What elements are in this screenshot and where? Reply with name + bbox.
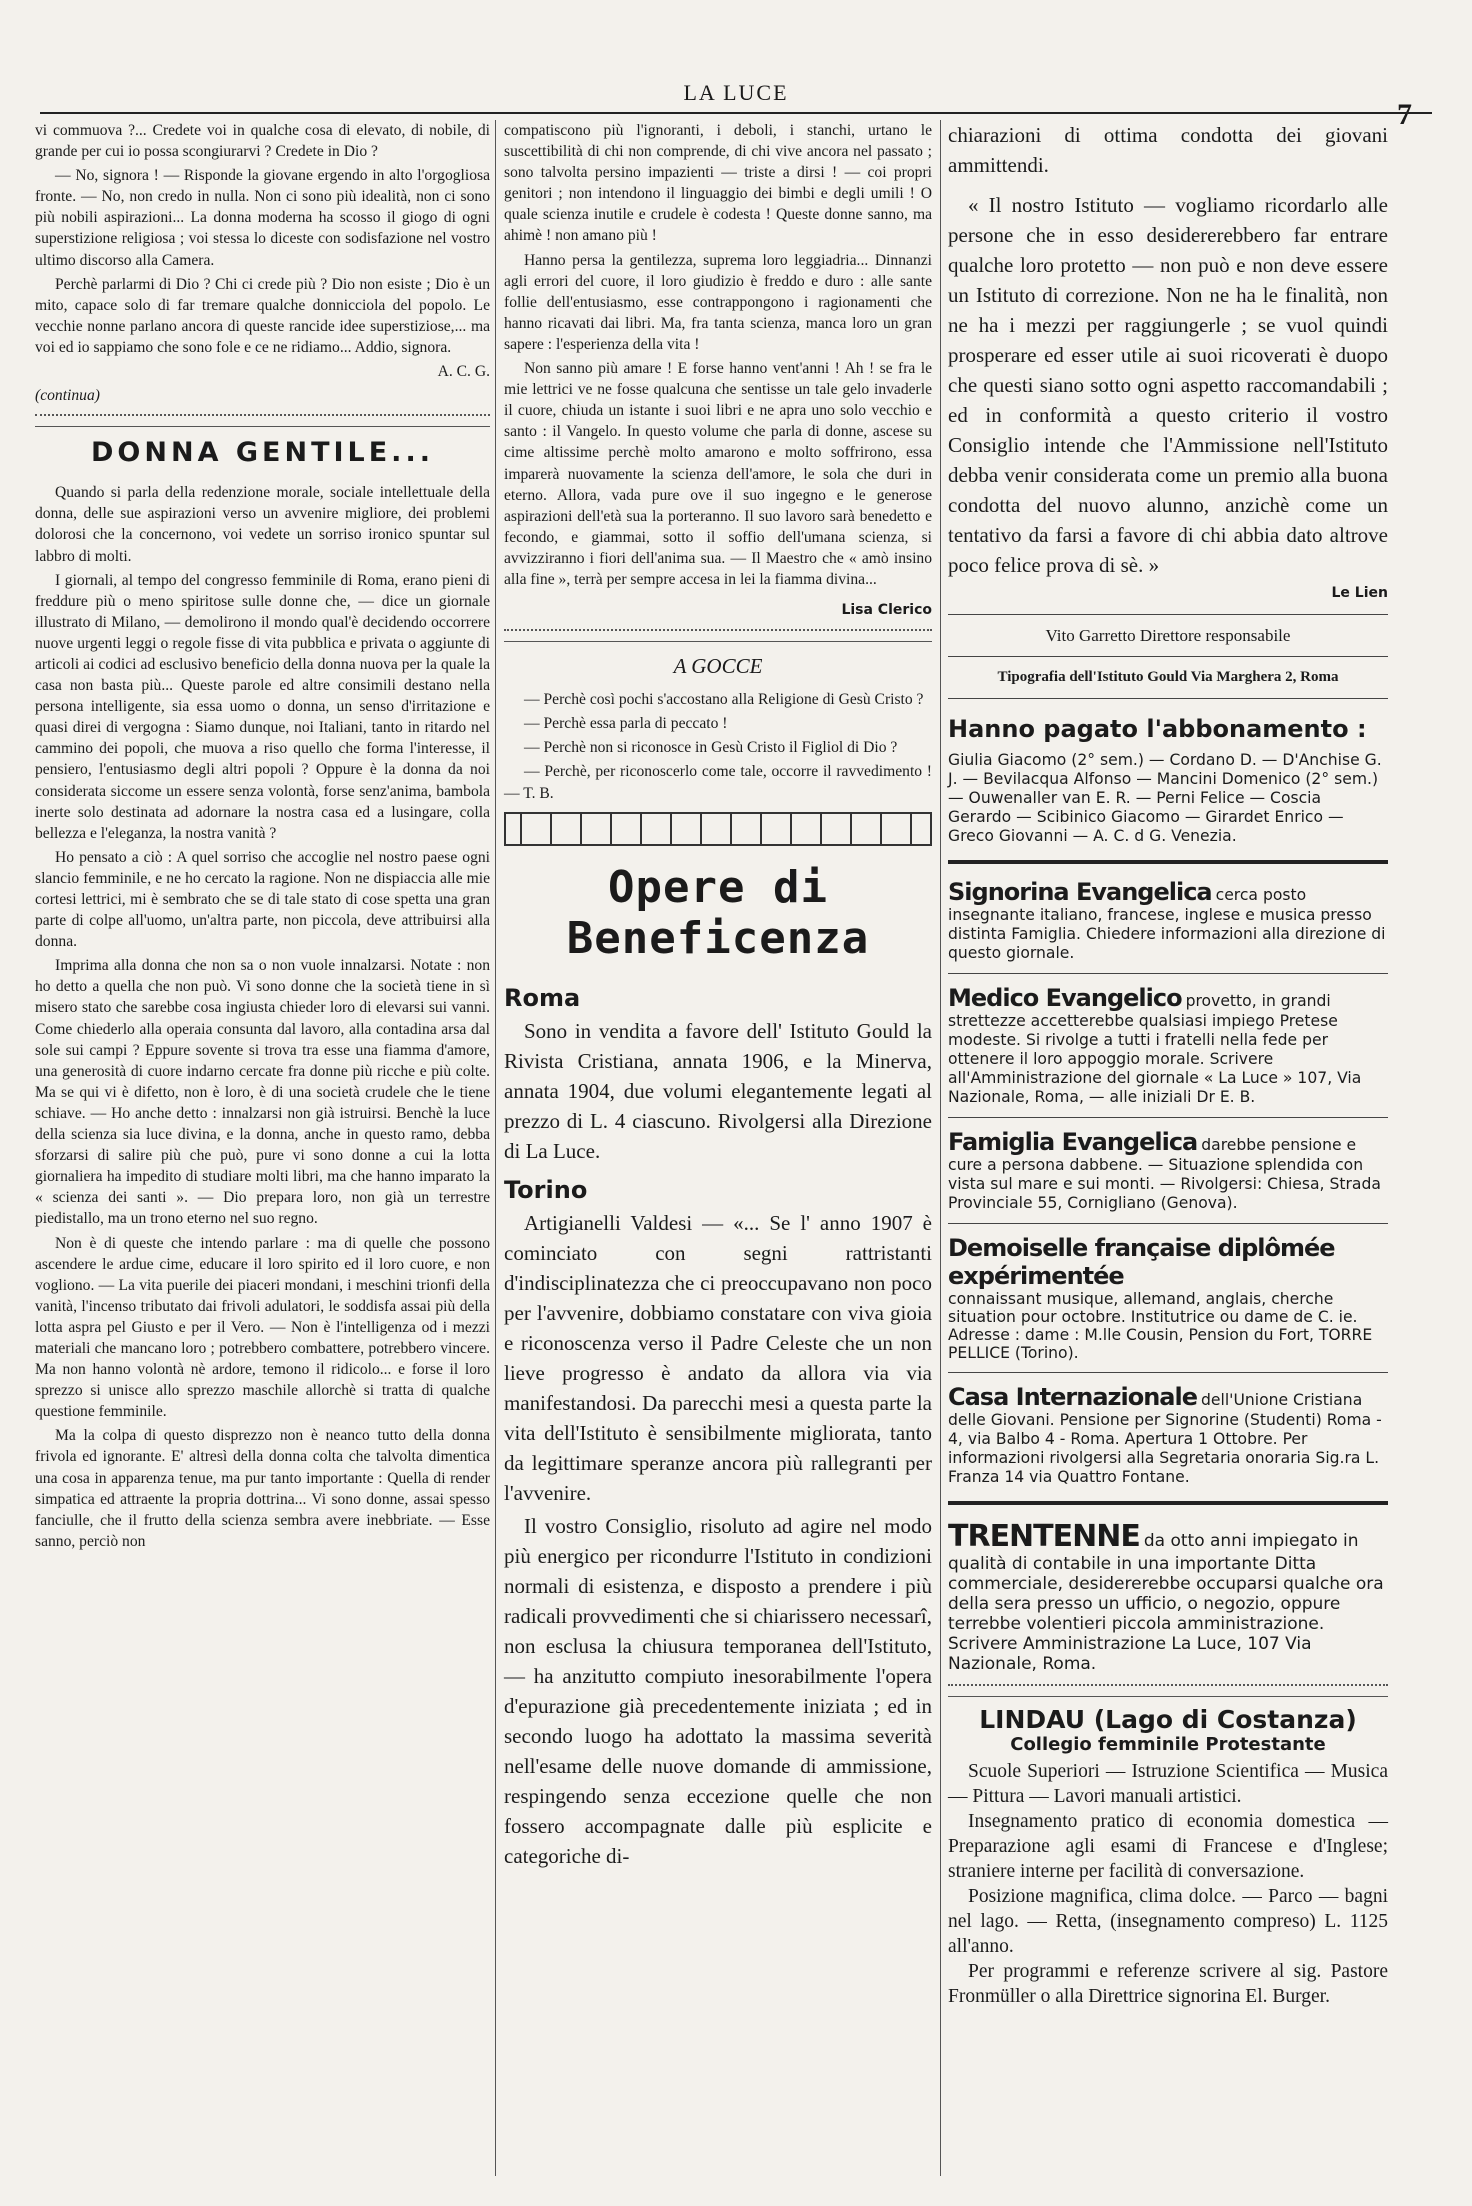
article-paragraph: Non sanno più amare ! E forse hanno vent'anni ! Ah ! se fra le mie lettrici ve ne fosse qualcuna che sentisse un tale gelo invaderle il cuore, chiuda un istante i suoi libri e ne apra uno solo vecchio e santo : il Vangelo. In questo volume che parla di donne, ascese su cime altissime perchè molto amarono e molto soffrirono, essa imparerà nuovamente la scienza dell'amore, le sola che duri in eterno. Allora, vada pure ove il suo ingegno e le generose aspirazioni dell'età sua la porteranno. Il suo lavoro sarà benedetto e fecondo, e giammai, sotto il soffio dell'umana scienza, si avvizziranno i fiori dell'anima sua. — Il Maestro che « amò insino alla fine », terrà per sempre accesa in lei la fiamma divina... — [504, 360, 932, 588]
lindau-paragraph: Posizione magnifica, clima dolce. — Parco — bagni nel lago. — Retta, (insegnamento compreso) L. 1125 all'anno. — [948, 1886, 1388, 1958]
column-2 — [504, 120, 932, 1874]
ad-heading: Demoiselle française diplômée expérimentée — [948, 1234, 1335, 1291]
article-paragraph: « Il nostro Istituto — vogliamo ricordarlo alle persone che in esso desidererebbero far entrare qualche loro protetto — non può e non deve essere un Istituto di correzione. Non ne ha le finalità, non ne ha i mezzi per raggiungerle ; se vuol quindi prosperare ed esser utile ai suoi ricoverati è duopo che questi siano sotto ogni aspetto raccomandabili ; ed in conformità a questo criterio il vostro Consiglio intende che l'Ammissione nell'Istituto debba venir considerata come un premio alla buona condotta del nuovo alunno, anzichè come un tentativo da farsi a favore di chi abbia dato altrove poco felice prova di sè. » — [948, 193, 1388, 577]
divider — [948, 1117, 1388, 1118]
ornamental-border — [504, 812, 932, 846]
paid-subscriptions-title: Hanno pagato l'abbonamento : — [948, 715, 1367, 744]
story-paragraph: Perchè parlarmi di Dio ? Chi ci crede più ? Dio non esiste ; Dio è un mito, capace solo di far tremare qualche donnicciola del popolo. Le vecchie nonne parlano ancora di queste rancide idee superstiziose,... ma voi ed io sappiamo che sono fole e ce ne ridiamo... Addio, signora. — [35, 275, 490, 356]
article-signature: Lisa Clerico — [841, 602, 932, 619]
article-paragraph: Non è di queste che intendo parlare : ma di quelle che possono ascendere le ardue cime, educare il loro spirito ed il loro cuore, e non vogliono. — La vita puerile dei piaceri mondani, i meschini trionfi della vanità, l'incenso tributato dai frivoli adulatori, le soddisfa assai più della lotta aspra pel Giusto e per il Vero. — Non è l'intelligenza od i mezzi materiali che mancano loro ; potrebbero combattere, potrebbero vincere. Ma non hanno volontà nè ardore, temono il ridicolo... e forse il loro sprezzo si unisce allo sprezzo maschile allorchè si tratta di qualche questione femminile. — [35, 1234, 490, 1421]
divider — [948, 973, 1388, 974]
ad-signorina-evangelica — [948, 878, 1388, 963]
article-paragraph: I giornali, al tempo del congresso femminile di Roma, erano pieni di freddure più o meno spiritose sulle donne che, — dice un giornale illustrato di Milano, — demolirono il mondo qual'è decidendo occorrere nuove urgenti leggi o regole fisse di vita pubblica e privata o aggiunte di articoli ai codici ad esclusivo beneficio della donna nuova per la quale la casa non basta più... Queste parole ed altre consimili destano nella persona intelligente, sia essa uomo o donna, un senso d'irritazione e quasi direi di vergogna : Siamo dunque, noi Italiani, tanto in ritardo nel cammino dei popoli, che muova a riso quello che forma l'interesse, il pensiero, l'entusiasmo degli altri popoli ? Oppure è la donna da noi considerata siccome un essere senza volontà, forse senz'anima, bambola inerte solo destinata ad adornare la nostra casa ed a lusingare, colla bellezza e l'eleganza, la nostra vanità ? — [35, 571, 490, 842]
column-divider — [940, 120, 941, 2176]
ad-famiglia-evangelica — [948, 1128, 1388, 1213]
article-paragraph: Quando si parla della redenzione morale, sociale intellettuale della donna, delle sue aspirazioni verso un avvenire migliore, dei problemi dolorosi che la concernono, voi vedete un sorriso ironico spuntar sul labbro di molti. — [35, 484, 490, 565]
ad-trentenne — [948, 1519, 1388, 1674]
ad-casa-internazionale — [948, 1383, 1388, 1487]
article-paragraph: Ma la colpa di questo disprezzo non è neanco tutto della donna frivola ed ignorante. E' altresì della donna colta che talvolta dimentica una cosa in apparenza tenue, ma pur tanto importante : Quella di render simpatica ed attraente la propria dottrina... Vi sono donne, assai spesso fanciulle, che il frutto della scienza sembra avere inebbriate. — Esse sanno, perciò non — [35, 1427, 490, 1550]
divider — [948, 860, 1388, 864]
ad-demoiselle — [948, 1234, 1388, 1362]
divider — [948, 1372, 1388, 1373]
ad-heading: Casa Internazionale — [948, 1383, 1197, 1412]
article-paragraph: Imprima alla donna che non sa o non vuole innalzarsi. Notate : non ho detto a quella che non può. Vi sono donne che la società tiene in sì misero stato che sarebbe cosa ingiusta chieder loro di elevarsi sui vanni. Come chiederlo alla operaia consunta dal lavoro, alla contadina arsa dal sole sui campi ? Eppure sovente si trova tra esse una fiamma d'amore, una generosità di cuore indarno cercate fra donne più ricche e più colte. Ma se qui vi è difetto, non è loro, è di una società crudele che le tiene schiave. — Ho anche detto : innalzarsi non già istruirsi. Benchè la luce della scienza sia luce divina, e la donna, anche in questo ramo, debba sforzarsi di salire più che può, pure vi sono donne a cui la lotta giornaliera ha impedito di studiare molti libri, ma che hanno imparato la « scienza dei santi ». — Dio prepara loro, non già un terrestre piedistallo, ma un trono eterno nel suo regno. — [35, 957, 490, 1228]
section-title-gocce: A GOCCE — [673, 654, 763, 679]
divider — [948, 614, 1388, 615]
ad-heading: Signorina Evangelica — [948, 878, 1212, 907]
subheading-torino: Torino — [504, 1175, 588, 1204]
article-paragraph: Hanno persa la gentilezza, suprema loro leggiadria... Dinnanzi agli errori del cuore, il loro giudizio è freddo e duro : alle sante follie dell'entusiasmo, esse contrappongono i ragionamenti che hanno ricavati dai libri. Ma, fra tanta scienza, manca loro un gran sapere : l'esperienza della vita ! — [504, 251, 932, 353]
torino-paragraph: Artigianelli Valdesi — «... Se l' anno 1907 è cominciato con segni rattristanti d'indisciplinatezza che ci preoccupavano non poco per l'avvenire, dobbiamo constatare con viva gioia e riconoscenza verso il Padre Celeste che un non lieve progresso è andato da allora via via manifestandosi. Da parecchi mesi a questa parte la vita dell'Istituto è sensibilmente migliorata, tanto da legittimare speranze ancora più rallegranti per l'avvenire. — [504, 1210, 932, 1505]
divider — [948, 698, 1388, 699]
section-divider — [35, 414, 490, 427]
header-rule — [40, 112, 1432, 114]
ad-text: connaissant musique, allemand, anglais, cherche situation pour octobre. Institutrice ou dame de C. ie. Adresse : dame : M.lle Cousin, Pension du Fort, TORRE PELLICE (Torino). — [948, 1290, 1373, 1363]
ad-text: dell'Unione Cristiana delle Giovani. Pensione per Signorine (Studenti) Roma - 4, via Balbo 4 - Roma. Apertura 1 Ottobre. Per informazioni rivolgersi alla Segretaria onoraria Sig.ra L. Franza 14 via Quattro Fontane. — [948, 1391, 1382, 1487]
lindau-paragraph: Per programmi e referenze scrivere al sig. Pastore Fronmüller o alla Direttrice signorina El. Burger. — [948, 1961, 1388, 2008]
section-title-opere: Opere di Beneficenza — [566, 861, 870, 964]
lindau-paragraph: Scuole Superiori — Istruzione Scientifica — Musica — Pittura — Lavori manuali artistici. — [948, 1761, 1388, 1808]
ad-text: darebbe pensione e cure a persona dabbene. — Situazione splendida con vista sul mare e sui monti. — Rivolgersi: Chiesa, Strada Provinciale 55, Cornigliano (Genova). — [948, 1136, 1381, 1213]
lindau-heading: LINDAU (Lago di Costanza) — [979, 1705, 1357, 1735]
column-divider — [495, 120, 496, 2176]
divider — [948, 656, 1388, 657]
ad-heading: TRENTENNE — [948, 1519, 1140, 1555]
article-title-donna-gentile: DONNA GENTILE... — [91, 437, 434, 469]
paid-subscriptions-list: Giulia Giacomo (2° sem.) — Cordano D. — D'Anchise G. J. — Bevilacqua Alfonso — Mancini Domenico (2° sem.) — Ouwenaller van E. R. — Perni Felice — Coscia Gerardo — Scibinico Giacomo — Girardet Enrico — Greco Giovanni — A. C. d G. Venezia. — [948, 751, 1382, 846]
section-divider — [504, 629, 932, 642]
ad-text: provetto, in grandi strettezze accetterebbe qualsiasi impiego Pretese modeste. Si rivolge a tutti i fratelli nella fede per ottenere il loro appoggio morale. Scrivere all'Amministrazione del giornale « La Luce » 107, Via Nazionale, Roma, — alle iniziali Dr E. B. — [948, 992, 1362, 1107]
ad-text: da otto anni impiegato in qualità di contabile in una importante Ditta commerciale, desidererebbe occuparsi qualche ora della sera presso un ufficio, o negozio, oppure terrebbe volentieri piccola amministrazione. Scrivere Amministrazione La Luce, 107 Via Nazionale, Roma. — [948, 1531, 1384, 1675]
page-number: 7 — [1397, 98, 1412, 131]
masthead-title: LA LUCE — [683, 80, 789, 105]
ad-heading: Famiglia Evangelica — [948, 1128, 1198, 1157]
gocce-line: — Perchè essa parla di peccato ! — [524, 715, 728, 733]
article-paragraph: Ho pensato a ciò : A quel sorriso che accoglie nel nostro paese ogni slancio femminile, e ne ho cercato la ragione. Non ne dispiaccia alle mie cortesi lettrici, mi è sembrato che se di tale stato di cose spetta una gran parte di colpe all'uomo, un'altra parte, non piccola, deve attribuirsi alla donna. — [35, 848, 490, 951]
lindau-subheading: Collegio femminile Protestante — [1010, 1734, 1326, 1756]
story-paragraph: — No, signora ! — Risponde la giovane ergendo in alto l'orgogliosa fronte. — No, non credo in nulla. Non ci sono più idealità, non ci sono più nobili aspirazioni... La donna moderna ha scosso il giogo di ogni superstizione religiosa ; voi stessa lo diceste con sodisfazione nel vostro ultimo discorso alla Camera. — [35, 167, 490, 269]
divider — [948, 1501, 1388, 1505]
story-signature: A. C. G. — [437, 363, 490, 381]
section-divider — [948, 1684, 1388, 1697]
gocce-line: — Perchè, per riconoscerlo come tale, occorre il ravvedimento ! — T. B. — [504, 763, 932, 802]
lindau-paragraph: Insegnamento pratico di economia domestica — Preparazione agli esami di Francese e d'Inglese; straniere interne per facilità di conversazione. — [948, 1811, 1388, 1883]
column-3 — [948, 120, 1388, 2009]
ad-medico-evangelico — [948, 984, 1388, 1107]
printer-line: Tipografia dell'Istituto Gould Via Marghera 2, Roma — [997, 669, 1339, 686]
roma-paragraph: Sono in vendita a favore dell' Istituto Gould la Rivista Cristiana, annata 1906, e la Minerva, annata 1904, due volumi elegantemente legati al prezzo di L. 4 ciascuno. Rivolgersi alla Direzione di La Luce. — [504, 1018, 932, 1163]
story-paragraph: vi commuova ?... Credete voi in qualche cosa di elevato, di nobile, di grande per cui io possa scongiurarvi ? Credete in Dio ? — [35, 122, 490, 161]
editor-line: Vito Garretto Direttore responsabile — [1045, 626, 1291, 646]
torino-paragraph: Il vostro Consiglio, risoluto ad agire nel modo più energico per ricondurre l'Istituto in condizioni normali di esistenza, e disposto a prendere i più radicali provvedimenti che si chiarissero necessarî, non esclusa la chiusura temporanea dell'Istituto, — ha anzitutto compiuto inesorabilmente l'opera d'epurazione già precedentemente iniziata ; ed in secondo luogo ha adottato la massima severità nell'esame delle nuove domande di ammissione, respingendo senza eccezione quelle che non fossero accompagnate dalle più esplicite e categoriche di- — [504, 1513, 932, 1868]
subheading-roma: Roma — [504, 983, 581, 1012]
continua-note: (continua) — [35, 387, 100, 405]
column-1 — [35, 120, 490, 1555]
ad-text: cerca posto insegnante italiano, francese, inglese e musica presso distinta Famiglia. Chiedere informazioni alla direzione di questo giornale. — [948, 886, 1386, 963]
article-paragraph: compatiscono più l'ignoranti, i deboli, i stanchi, urtano le suscettibilità di chi non comprende, di chi vive ancora nel passato ; sono talvolta persino impazienti — triste a dirsi ! — coi propri genitori ; non intendono il linguaggio dei bimbi e degli umili ! O quale scienza inutile e crudele è codesta ! Queste donne sanno, ma ahimè ! non amano più ! — [504, 122, 932, 245]
divider — [948, 1223, 1388, 1224]
article-signature: Le Lien — [1331, 585, 1388, 601]
article-paragraph: chiarazioni di ottima condotta dei giovani ammittendi. — [948, 123, 1388, 177]
gocce-line: — Perchè così pochi s'accostano alla Religione di Gesù Cristo ? — [524, 691, 924, 709]
ad-heading: Medico Evangelico — [948, 984, 1182, 1013]
gocce-line: — Perchè non si riconosce in Gesù Cristo il Figliol di Dio ? — [524, 739, 898, 757]
